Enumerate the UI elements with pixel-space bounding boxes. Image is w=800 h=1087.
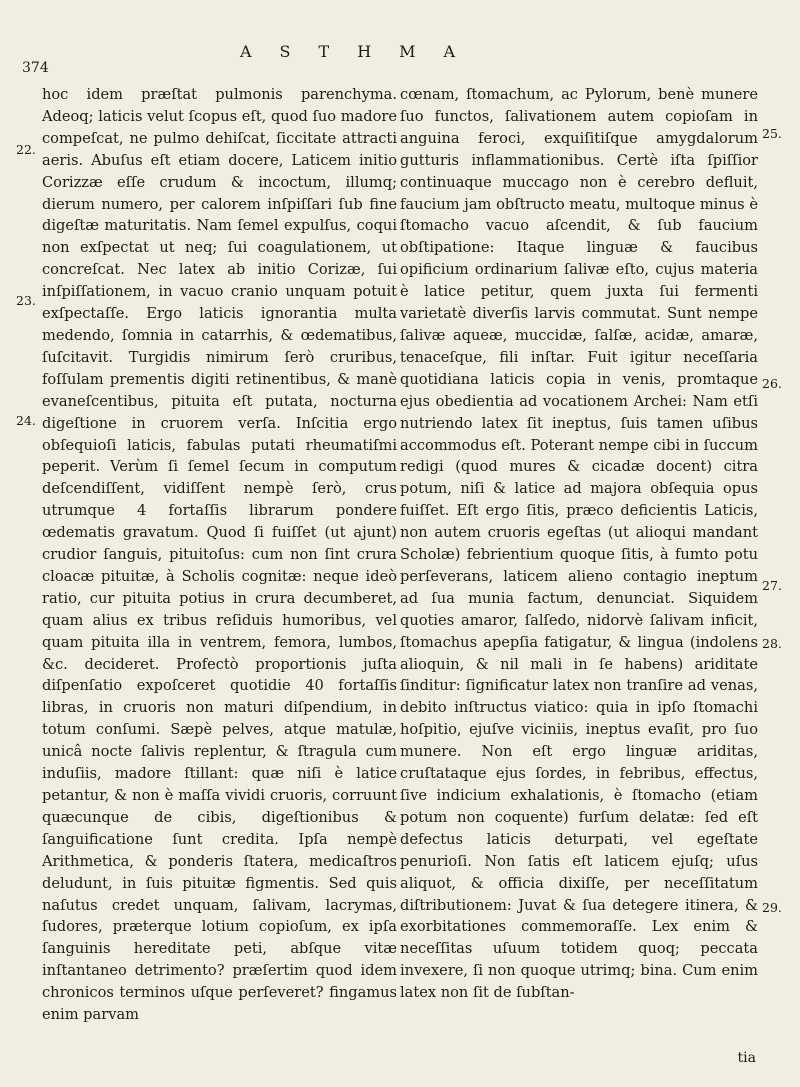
left-column-text: hoc idem præſtat pulmonis parenchyma. Adeoq; laticis velut ſcopus eſt, quod ſuo madore compeſcat, ne pulmo dehiſcat, ſiccitate attracti aeris. Abuſus eſt etiam docere, Laticem initio Corizzæ eſſe crudum & incoctum, illumq; dierum numero, per calorem inſpiſſari ſub fine digeſtæ maturitatis. Nam ſemel expulſus, coqui non exſpectat ut neq; ſui coagulationem, ut concreſcat. Nec latex ab initio Corizæ, ſui inſpiſſationem, in vacuo cranio unquam potuit exſpectaſſe. Ergo laticis ignorantia multa medendo, ſomnia in catarrhis, & œdematibus, ſuſcitavit. Turgidis nimirum ſerò cruribus, foſſulam prementis digiti retinentibus, & manè evaneſcentibus, pituita eſt putata, nocturna digeſtione in cruorem verſa. Inſcitia ergo obſequioſi laticis, fabulas putati rheumatiſmi peperit. Verùm ſi ſemel ſecum in computum deſcendiſſent, vidiſſent nempè ſerò, crus utrumque 4 fortaſſis librarum pondere œdematis gravatum. Quod ſi fuiſſet (ut ajunt) crudior ſanguis, pituitoſus: cum non ſint crura cloacæ pituitæ, à Scholis cognitæ: neque ideò ratio, cur pituita potius in crura decumberet, quam alius ex tribus reſiduis humoribus, vel quam pituita illa in ventrem, femora, lumbos, &c. decideret. Profectò proportionis juſta diſpenſatio expoſceret quotidie 40 fortaſſis libras, in cruoris non maturi diſpendium, in totum conſumi. Sæpè pelves, atque matulæ, unicâ nocte ſalivis replentur, & ſtragula cum induſiis, madore ſtillant: quæ niſi è latice petantur, & non è maſſa vividi cruoris, corruunt quæcunque de cibis, digeſtionibus & ſanguificatione ſunt credita. Ipſa nempè Arithmetica, & ponderis ſtatera, medicaſtros deludunt, in ſuis pituitæ figmentis. Sed quis naſutus credet unquam, ſalivam, lacrymas, ſudores, præterque lotium copioſum, ex ipſa ſanguinis hereditate peti, abſque vitæ inſtantaneo detrimento? præſertim quod idem chronicos terminos uſque perſeveret? fingamus enim parvam xyxy=(42,86,397,1024)
right-column-text: cœnam, ſtomachum, ac Pylorum, benè munere ſuo functos, ſalivationem autem copioſam in anguina feroci, exquiſitiſque amygdalorum gutturis inflammationibus. Certè iſta ſpiſſior continuaque muccago non è cerebro defluit, faucium jam obſtructo meatu, multoque minus è ſtomacho vacuo aſcendit, & ſub faucium obſtipatione: Itaque linguæ & faucibus opificium ordinarium ſalivæ eſto, cujus materia è latice petitur, quem juxta ſui fermenti varietatè diverſis larvis commutat. Sunt nempe ſalivæ aqueæ, muccidæ, ſalſæ, acidæ, amaræ, tenaceſque, fili inſtar. Fuit igitur neceſſaria quotidiana laticis copia in venis, promtaque ejus obedientia ad vocationem Archei: Nam etſi nutriendo latex ſit ineptus, ſuis tamen uſibus accommodus eſt. Poterant nempe cibi in ſuccum redigi (quod mures & cicadæ docent) citra potum, niſi & latice ad majora obſequia opus fuiſſet. Eſt ergo ſitis, præco deficientis Laticis, non autem cruoris egeſtas (ut alioqui mandant Scholæ) febrientium quoque ſitis, à fumto potu perſeverans, laticem alieno contagio ineptum ad ſua munia factum, denunciat. Siquidem quoties amaror, ſalſedo, nidorvè ſalivam inficit, ſtomachus apepſia fatigatur, & lingua (indolens alioquin, & nil mali in ſe habens) ariditate ſinditur: ſignificatur latex non tranſire ad venas, debito inſtructus viatico: quia in ipſo ſtomachi hoſpitio, ejuſve viciniis, ineptus evaſit, pro ſuo munere. Non eſt ergo linguæ ariditas, cruſtataque ejus ſordes, in febribus, effectus, ſive indicium exhalationis, è ſtomacho (etiam potum non coquente) furſum delatæ: ſed eſt defectus laticis deturpati, vel egeſtate penurioſi. Non ſatis eſt laticem ejuſq; uſus aliquot, & officia dixiſſe, per neceſſitatum diſtributionem: Juvat & ſua detegere itinera, & exorbitationes commemoraſſe. Lex enim & neceſſitas uſuum totidem quoq; peccata invexere, ſi non quoque utrimq; bina. Cum enim latex non ſit de ſubſtan- xyxy=(400,86,758,1002)
margin-number: 25. xyxy=(762,126,782,141)
margin-number: 28. xyxy=(762,636,782,651)
running-title: ASTHMA xyxy=(240,42,484,61)
catchword: tia xyxy=(737,1050,756,1066)
margin-number: 27. xyxy=(762,578,782,593)
right-column xyxy=(400,84,758,1004)
margin-number: 22. xyxy=(16,142,36,157)
margin-number: 23. xyxy=(16,293,36,308)
margin-number: 26. xyxy=(762,376,782,391)
margin-number: 24. xyxy=(16,413,36,428)
margin-number: 29. xyxy=(762,900,782,915)
left-column xyxy=(42,84,397,1026)
page-number: 374 xyxy=(22,60,49,76)
